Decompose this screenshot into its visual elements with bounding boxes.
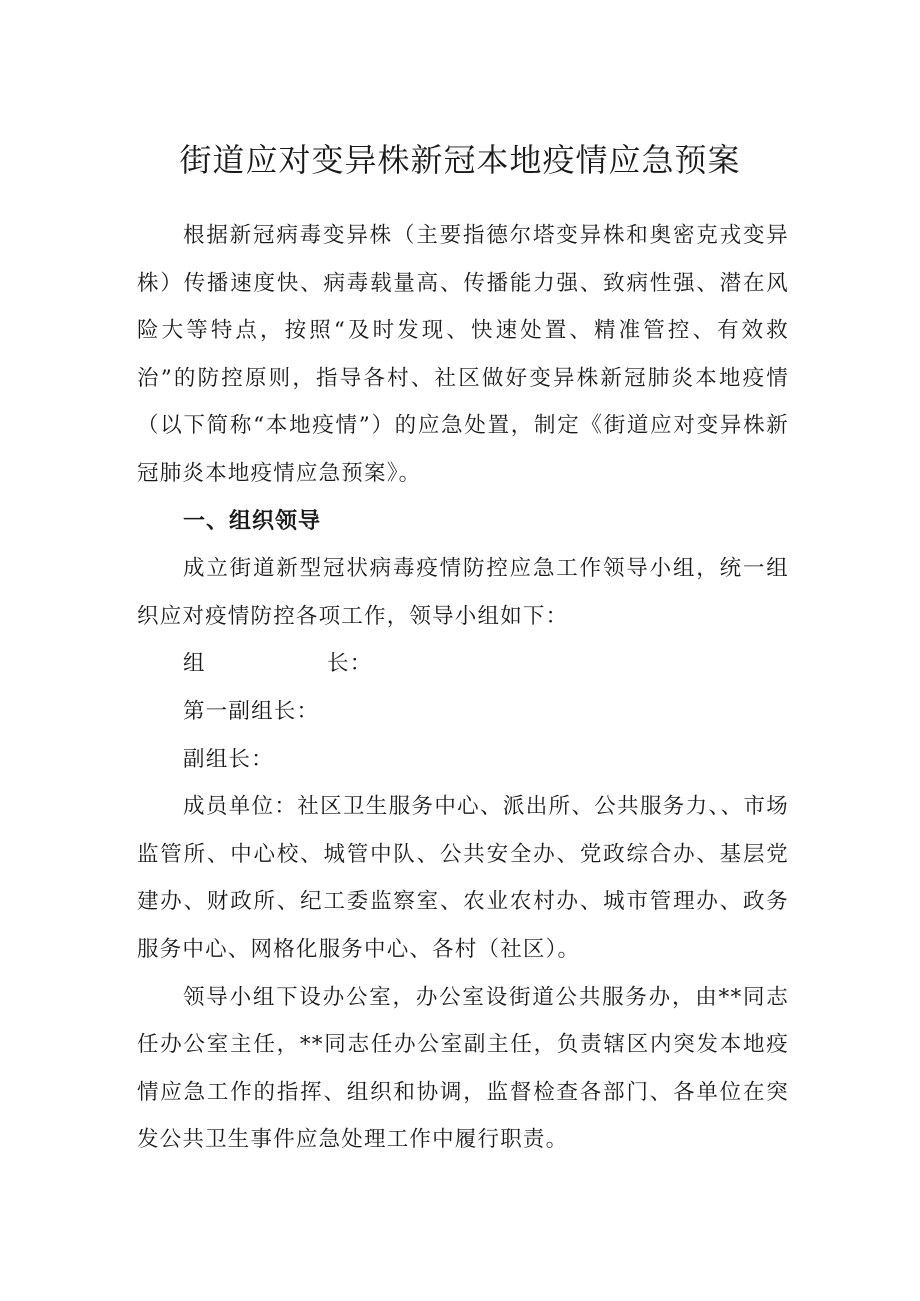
section-heading-organization: 一、组织领导	[183, 508, 322, 534]
document-body	[137, 212, 789, 1164]
first-deputy-line: 第一副组长：	[183, 698, 320, 724]
document-title: 街道应对变异株新冠本地疫情应急预案	[179, 141, 741, 179]
leader-label-part-2: 长：	[327, 651, 373, 677]
deputy-line: 副组长：	[183, 746, 274, 772]
intro-paragraph: 根据新冠病毒变异株（主要指德尔塔变异株和奥密克戎变异株）传播速度快、病毒载量高、传播能力强、致病性强、潜在风险大等特点，按照“及时发现、快速处置、精准管控、有效救治”的防控原则，指导各村、社区做好变异株新冠肺炎本地疫情（以下简称“本地疫情”）的应急处置，制定《街道应对变异株新冠肺炎本地疫情应急预案》。	[137, 223, 789, 486]
member-units-paragraph: 成员单位：社区卫生服务中心、派出所、公共服务力、、市场监管所、中心校、城管中队、公共安全办、党政综合办、基层党建办、财政所、纪工委监察室、农业农村办、城市管理办、政务服务中心、网格化服务中心、各村（社区）。	[137, 794, 789, 962]
leader-line	[137, 640, 789, 688]
office-paragraph: 领导小组下设办公室，办公室设街道公共服务办，由**同志任办公室主任，**同志任办公室副主任，负责辖区内突发本地疫情应急工作的指挥、组织和协调，监督检查各部门、各单位在突发公共卫生事件应急处理工作中履行职责。	[137, 984, 789, 1153]
leader-label-part-1: 组	[183, 651, 206, 677]
leading-group-paragraph: 成立街道新型冠状病毒疫情防控应急工作领导小组，统一组织应对疫情防控各项工作，领导小组如下：	[137, 556, 789, 629]
